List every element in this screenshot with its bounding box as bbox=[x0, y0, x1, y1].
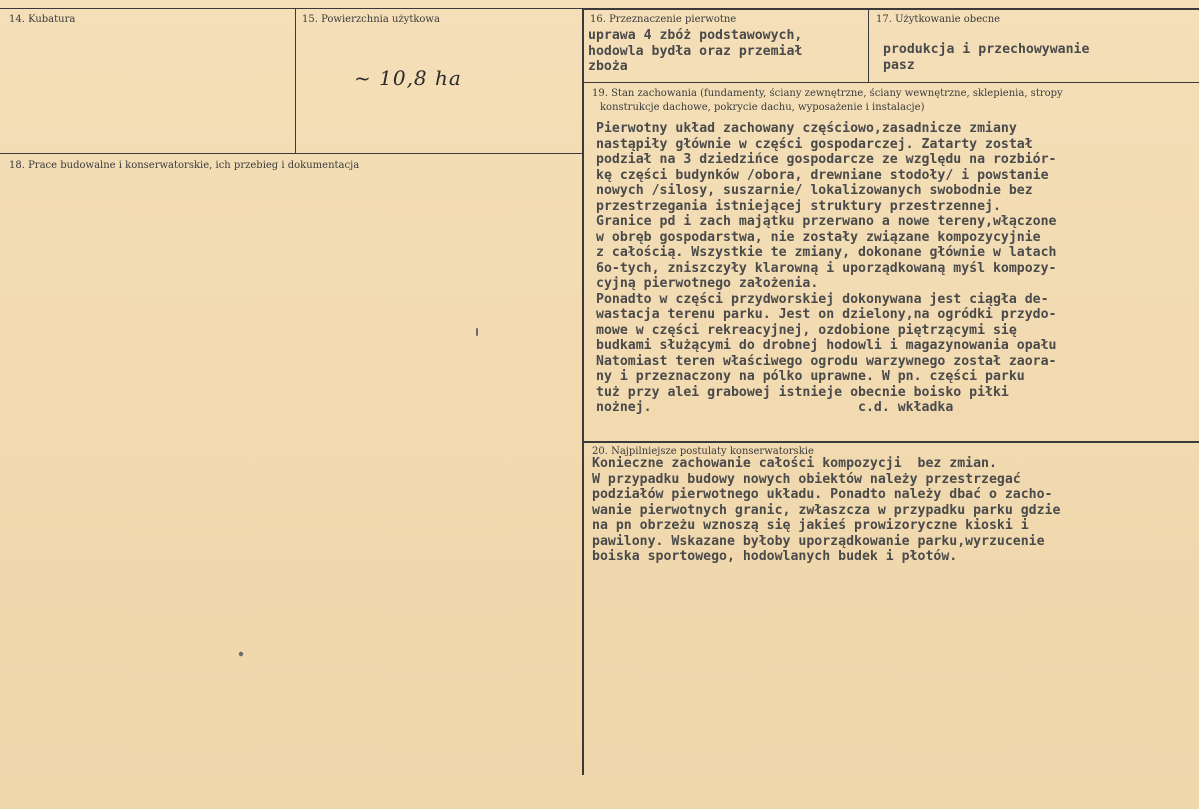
text-line: W przypadku budowy nowych obiektów należy przestrzegać bbox=[592, 471, 1021, 487]
divider-row-19 bbox=[584, 82, 1199, 83]
field-15-label: 15. Powierzchnia użytkowa bbox=[302, 14, 440, 25]
paper-speck bbox=[476, 328, 478, 336]
text-line: podziałów pierwotnego układu. Ponadto należy dbać o zacho- bbox=[592, 487, 1053, 502]
text-line: Granice pd i zach majątku przerwano a nowe tereny,włączone bbox=[596, 214, 1057, 229]
field-16-text bbox=[588, 28, 802, 75]
divider-row-18 bbox=[0, 153, 583, 154]
text-line: Pierwotny układ zachowany częściowo,zasadnicze zmiany bbox=[596, 121, 1017, 136]
text-line: hodowla bydła oraz przemiał bbox=[588, 43, 803, 59]
text-line: zboża bbox=[588, 59, 628, 74]
paper-speck bbox=[238, 651, 243, 656]
field-20-text bbox=[592, 456, 1060, 565]
divider-col-15 bbox=[295, 9, 296, 153]
text-line: mowe w części rekreacyjnej, ozdobione piętrzącymi się bbox=[596, 322, 1017, 338]
text-line: pawilony. Wskazane byłoby uporządkowanie parku,wyrzucenie bbox=[592, 533, 1045, 549]
text-line: produkcja i przechowywanie bbox=[883, 42, 1090, 57]
text-line: wanie pierwotnych granic, zwłaszcza w przypadku parku gdzie bbox=[592, 502, 1061, 518]
divider-center bbox=[582, 9, 584, 775]
text-line: z całością. Wszystkie te zmiany, dokonane głównie w latach bbox=[596, 245, 1057, 260]
text-line: nożnej. c.d. wkładka bbox=[596, 400, 954, 415]
text-line: kę części budynków /obora, drewniane stodoły/ i powstanie bbox=[596, 167, 1049, 183]
text-line: przestrzegania istniejącej struktury przestrzennej. bbox=[596, 198, 1001, 214]
text-line: Konieczne zachowanie całości kompozycji bez zmian. bbox=[592, 456, 997, 471]
text-line: wastacja terenu parku. Jest on dzielony,na ogródki przydo- bbox=[596, 307, 1057, 322]
text-line: w obręb gospodarstwa, nie zostały związane kompozycyjnie bbox=[596, 229, 1041, 245]
field-17-label: 17. Użytkowanie obecne bbox=[876, 14, 1001, 25]
field-15-value: ~ 10,8 ha bbox=[354, 66, 462, 90]
text-line: 6o-tych, zniszczyły klarowną i uporządkowaną myśl kompozy- bbox=[596, 260, 1057, 276]
field-16-label: 16. Przeznaczenie pierwotne bbox=[590, 14, 737, 25]
text-line: nowych /silosy, suszarnie/ lokalizowanych swobodnie bez bbox=[596, 183, 1033, 198]
text-line: podział na 3 dziedzińce gospodarcze ze względu na rozbiór- bbox=[596, 152, 1057, 167]
divider-row-20 bbox=[584, 441, 1199, 443]
text-line: na pn obrzeżu wznoszą się jakieś prowizoryczne kioski i bbox=[592, 518, 1029, 533]
field-20-label: 20. Najpilniejsze postulaty konserwatorskie bbox=[592, 446, 814, 457]
text-line: pasz bbox=[883, 57, 915, 73]
text-line: Natomiast teren właściwego ogrodu warzywnego został zaora- bbox=[596, 353, 1057, 369]
text-line: uprawa 4 zbóż podstawowych, bbox=[588, 28, 803, 43]
text-line: Ponadto w części przydworskiej dokonywana jest ciągła de- bbox=[596, 291, 1049, 307]
field-18-label: 18. Prace budowalne i konserwatorskie, ich przebieg i dokumentacja bbox=[9, 160, 360, 171]
text-line: nastąpiły głównie w części gospodarczej. Zatarty został bbox=[596, 136, 1033, 152]
field-14-label: 14. Kubatura bbox=[9, 14, 76, 25]
top-border-heavy bbox=[583, 8, 1199, 10]
text-line: tuż przy alei grabowej istnieje obecnie boisko piłki bbox=[596, 384, 1009, 400]
divider-col-17 bbox=[868, 9, 869, 82]
field-19-label-line-2: konstrukcje dachowe, pokrycie dachu, wyposażenie i instalacje) bbox=[600, 102, 925, 113]
text-line: ny i przeznaczony na pólko uprawne. W pn. części parku bbox=[596, 369, 1025, 384]
text-line: budkami służącymi do drobnej hodowli i magazynowania opału bbox=[596, 338, 1057, 353]
field-19-label-line-1: 19. Stan zachowania (fundamenty, ściany zewnętrzne, ściany wewnętrzne, sklepienia, stropy bbox=[592, 88, 1063, 99]
field-19-text bbox=[596, 121, 1057, 416]
text-line: cyjną pierwotnego założenia. bbox=[596, 276, 819, 291]
text-line: boiska sportowego, hodowlanych budek i płotów. bbox=[592, 549, 958, 564]
field-17-text bbox=[883, 42, 1089, 73]
